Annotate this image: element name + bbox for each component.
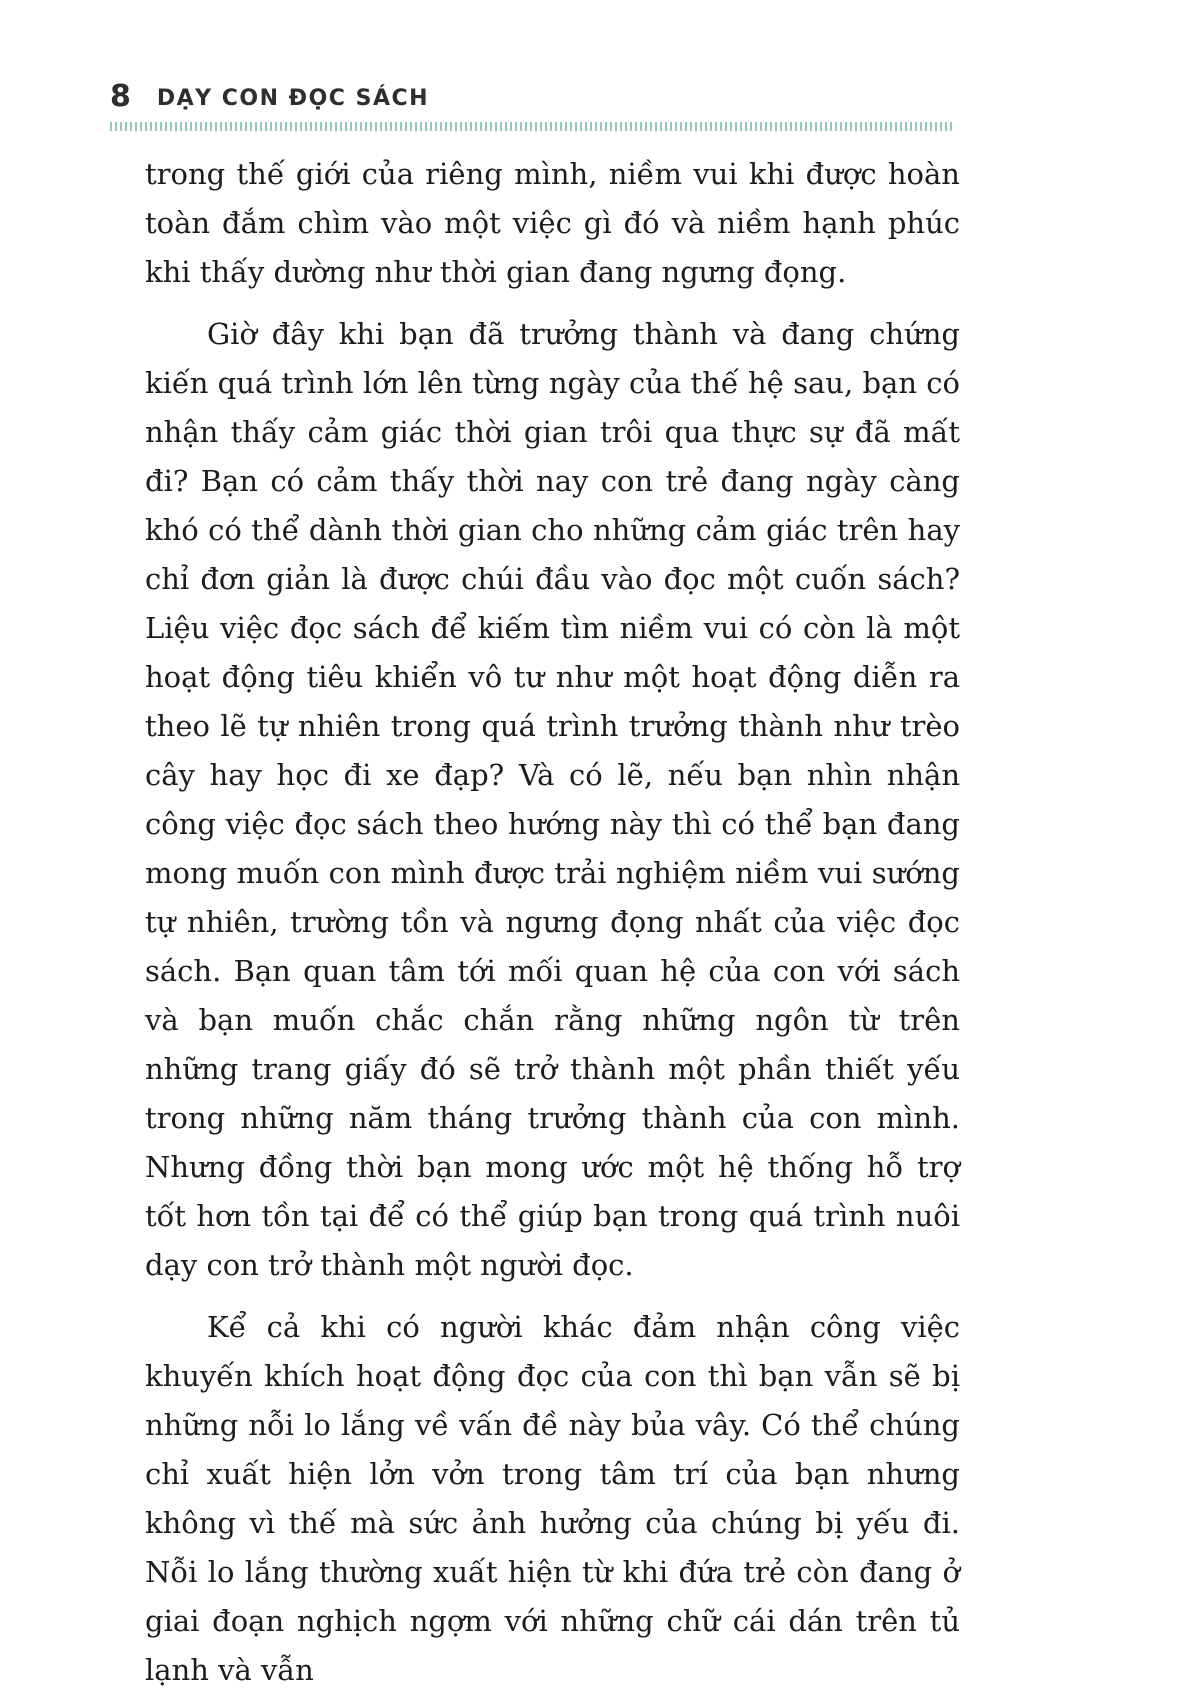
page-number: 8 (110, 79, 131, 114)
body-paragraph: Kể cả khi có người khác đảm nhận công việc khuyến khích hoạt động đọc của con thì bạn vẫn sẽ bị những nỗi lo lắng về vấn đề này bủa vây. Có thể chúng chỉ xuất hiện lởn vởn trong tâm trí của bạn nhưng không vì thế mà sức ảnh hưởng của chúng bị yếu đi. Nỗi lo lắng thường xuất hiện từ khi đứa trẻ còn đang ở giai đoạn nghịch ngợm với những chữ cái dán trên tủ lạnh và vẫn (145, 1310, 960, 1687)
running-head (110, 79, 955, 114)
page-header-title: DẠY CON ĐỌC SÁCH (156, 86, 430, 111)
page-header (110, 79, 955, 131)
body-paragraph: Giờ đây khi bạn đã trưởng thành và đang chứng kiến quá trình lớn lên từng ngày của thế hệ sau, bạn có nhận thấy cảm giác thời gian trôi qua thực sự đã mất đi? Bạn có cảm thấy thời nay con trẻ đang ngày càng khó có thể dành thời gian cho những cảm giác trên hay chỉ đơn giản là được chúi đầu vào đọc một cuốn sách? Liệu việc đọc sách để kiếm tìm niềm vui có còn là một hoạt động tiêu khiển vô tư như một hoạt động diễn ra theo lẽ tự nhiên trong quá trình trưởng thành như trèo cây hay học đi xe đạp? Và có lẽ, nếu bạn nhìn nhận công việc đọc sách theo hướng này thì có thể bạn đang mong muốn con mình được trải nghiệm niềm vui sướng tự nhiên, trường tồn và ngưng đọng nhất của việc đọc sách. Bạn quan tâm tới mối quan hệ của con với sách và bạn muốn chắc chắn rằng những ngôn từ trên những trang giấy đó sẽ trở thành một phần thiết yếu trong những năm tháng trưởng thành của con mình. Nhưng đồng thời bạn mong ước một hệ thống hỗ trợ tốt hơn tồn tại để có thể giúp bạn trong quá trình nuôi dạy con trở thành một người đọc. (145, 317, 960, 1282)
body-paragraph: trong thế giới của riêng mình, niềm vui khi được hoàn toàn đắm chìm vào một việc gì đó và niềm hạnh phúc khi thấy dường như thời gian đang ngưng đọng. (145, 157, 960, 289)
header-hatched-rule (110, 122, 955, 131)
body-text (145, 150, 960, 1708)
